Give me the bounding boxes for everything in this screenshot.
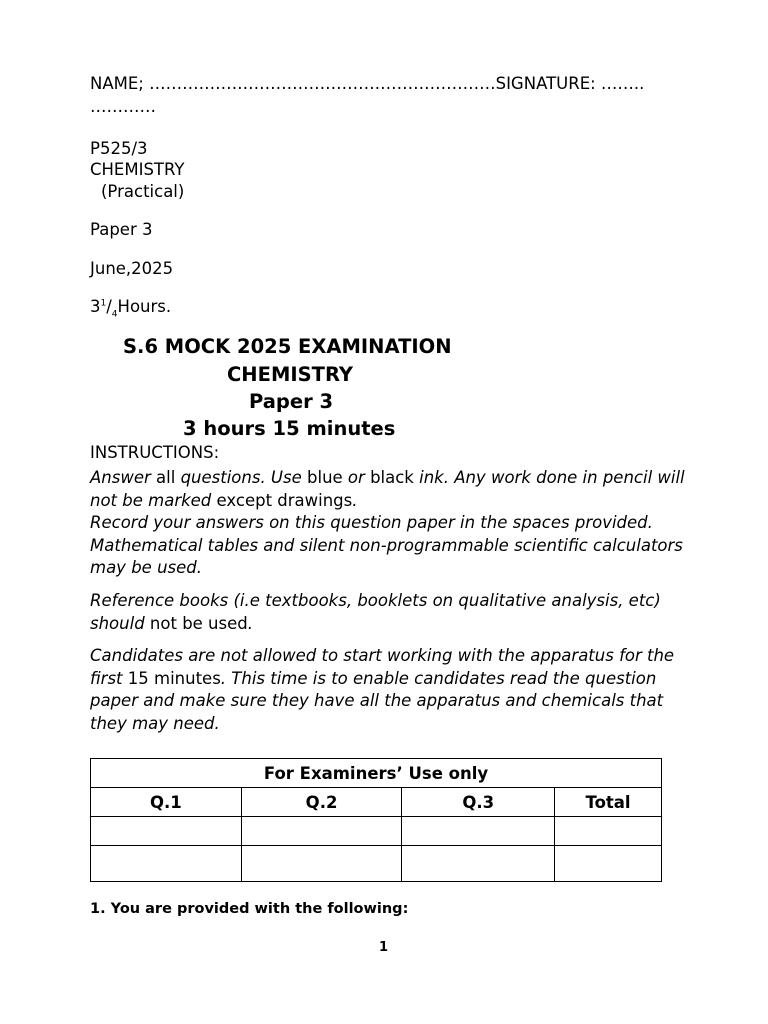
page-number: 1	[379, 940, 389, 955]
exam-paper-title: Paper 3	[249, 390, 334, 413]
column-header-q2: Q.2	[241, 788, 402, 817]
score-cell-q3[interactable]	[402, 817, 555, 846]
subject-type: (Practical)	[101, 182, 185, 201]
exam-duration-title: 3 hours 15 minutes	[183, 417, 396, 440]
score-cell-total-row2[interactable]	[555, 846, 662, 882]
score-cell-q1[interactable]	[91, 817, 242, 846]
examiner-use-table	[90, 758, 662, 882]
column-header-q3: Q.3	[402, 788, 555, 817]
score-cell-q2[interactable]	[241, 817, 402, 846]
instruction-answer-all: Answer all questions. Use blue or black ink. Any work done in pencil will not be marked except drawings.	[90, 468, 685, 510]
instruction-reference-books: Reference books (i.e textbooks, booklets on qualitative analysis, etc) should not be used.	[90, 591, 661, 633]
exam-title: S.6 MOCK 2025 EXAMINATION	[123, 335, 452, 358]
duration-unit: Hours.	[117, 297, 172, 316]
paper-code: P525/3	[90, 139, 148, 158]
subject-name: CHEMISTRY	[90, 160, 185, 179]
score-cell-q3-row2[interactable]	[402, 846, 555, 882]
question-1-intro: 1. You are provided with the following:	[90, 901, 409, 917]
score-cell-q1-row2[interactable]	[91, 846, 242, 882]
score-cell-q2-row2[interactable]	[241, 846, 402, 882]
duration-denominator: 4	[111, 309, 118, 320]
duration: $3^1/_4Hours$.	[90, 297, 172, 320]
score-cell-total[interactable]	[555, 817, 662, 846]
exam-date: June,2025	[90, 259, 174, 278]
signature-line-continuation: …………	[90, 97, 156, 116]
duration-numerator: 1	[100, 298, 107, 309]
column-header-total: Total	[555, 788, 662, 817]
column-header-q1: Q.1	[91, 788, 242, 817]
name-signature-line: NAME; ………………………………………………………SIGNATURE: ……..	[90, 74, 645, 93]
duration-whole: 3	[90, 297, 101, 316]
paper-number: Paper 3	[90, 220, 153, 239]
examiner-table-caption: For Examiners’ Use only	[91, 759, 662, 788]
exam-subject-title: CHEMISTRY	[227, 363, 354, 386]
instructions-heading: INSTRUCTIONS:	[90, 443, 220, 462]
instruction-record-answers: Record your answers on this question paper in the spaces provided. Mathematical tables and silent non-programmable scientific calculators may be used.	[90, 513, 683, 577]
instruction-start-time: Candidates are not allowed to start working with the apparatus for the first 15 minutes. This time is to enable candidates read the question paper and make sure they have all the apparatus and chemicals that they may need.	[90, 646, 675, 733]
